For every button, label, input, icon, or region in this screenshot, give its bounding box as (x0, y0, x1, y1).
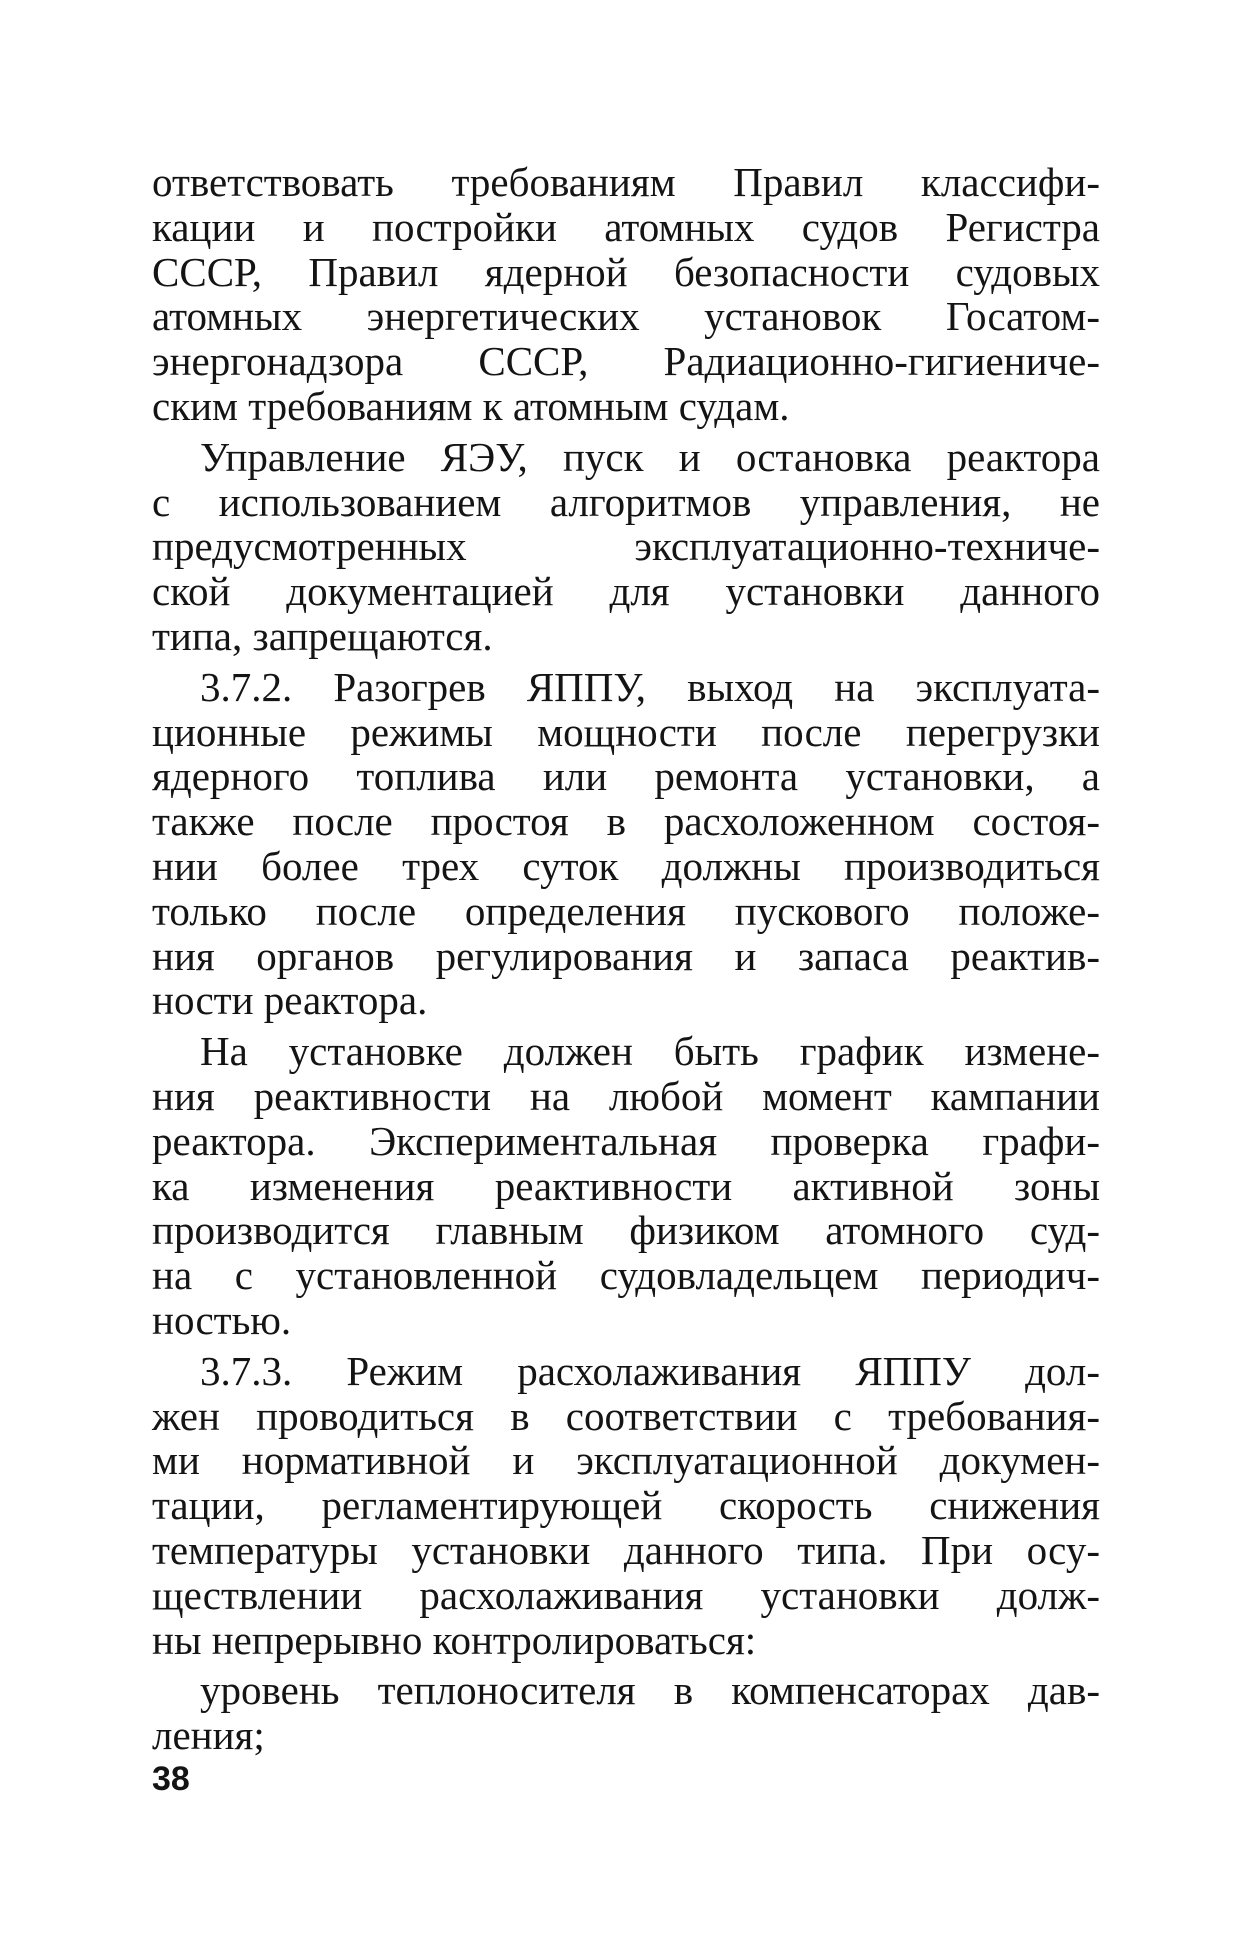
paragraph-section-3-7-3 (152, 1349, 1100, 1663)
text-line: энергонадзора СССР, Радиационно-гигиениче- (152, 338, 1100, 385)
text-line: ностью. (152, 1296, 292, 1343)
page-body (152, 160, 1100, 1758)
text-line: с использованием алгоритмов управления, не (152, 478, 1100, 525)
text-line: тации, регламентирующей скорость снижения (152, 1482, 1100, 1529)
text-line: ны непрерывно контролироваться: (152, 1616, 757, 1663)
paragraph-2 (152, 435, 1100, 659)
text-line: предусмотренных эксплуатационно-техниче- (152, 523, 1100, 570)
text-line: ответствовать требованиям Правил классифи- (152, 159, 1100, 205)
paragraph-4 (152, 1029, 1100, 1343)
text-line: типа, запрещаются. (152, 612, 493, 659)
text-line: уровень теплоносителя в компенсаторах дав- (200, 1667, 1100, 1714)
text-line: на с установленной судовладельцем периодич- (152, 1252, 1100, 1299)
text-line: реактора. Экспериментальная проверка графи- (152, 1117, 1100, 1164)
paragraph-section-3-7-2 (152, 665, 1100, 1023)
text-line: ности реактора. (152, 977, 428, 1024)
text-line: СССР, Правил ядерной безопасности судовых (152, 248, 1100, 295)
text-line: ядерного топлива или ремонта установки, а (152, 753, 1100, 800)
text-line: ка изменения реактивности активной зоны (152, 1162, 1100, 1209)
text-line: только после определения пускового положе- (152, 887, 1100, 934)
text-line: ния органов регулирования и запаса реактив- (152, 932, 1100, 979)
text-line: ми нормативной и эксплуатационной докумен- (152, 1437, 1100, 1484)
text-line: На установке должен быть график измене- (200, 1028, 1100, 1075)
text-line: атомных энергетических установок Госатом- (152, 293, 1100, 340)
text-line: ским требованиям к атомным судам. (152, 382, 790, 429)
text-line: жен проводиться в соответствии с требования- (152, 1392, 1100, 1439)
text-line: также после простоя в расхоложенном состоя- (152, 798, 1100, 845)
paragraph-6 (152, 1668, 1100, 1758)
text-line: температуры установки данного типа. При осу- (152, 1526, 1100, 1573)
text-line: ществлении расхолаживания установки долж- (152, 1571, 1100, 1618)
text-line: производится главным физиком атомного суд- (152, 1207, 1100, 1254)
text-line: ционные режимы мощности после перегрузки (152, 708, 1100, 755)
text-line: кации и постройки атомных судов Регистра (152, 203, 1100, 250)
text-line: Управление ЯЭУ, пуск и остановка реактора (200, 433, 1100, 480)
text-line: ния реактивности на любой момент кампании (152, 1072, 1100, 1119)
text-line: ления; (152, 1712, 265, 1759)
text-line: ской документацией для установки данного (152, 568, 1100, 615)
text-line: 3.7.3. Режим расхолаживания ЯППУ дол- (200, 1347, 1100, 1394)
text-line: 3.7.2. Разогрев ЯППУ, выход на эксплуата- (200, 663, 1100, 710)
page-number: 38 (152, 1760, 190, 1798)
paragraph-1 (152, 160, 1100, 429)
text-line: нии более трех суток должны производиться (152, 842, 1100, 889)
